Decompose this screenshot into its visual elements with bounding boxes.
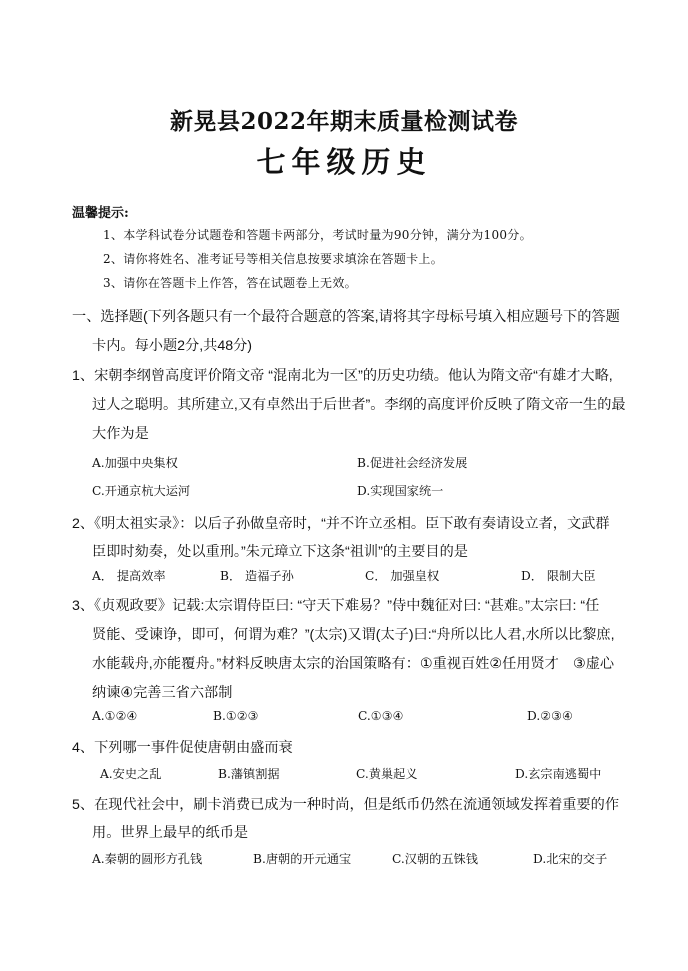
question-2-option-d[interactable]: D． 限制大臣	[521, 569, 596, 583]
exam-subtitle: 七年级历史	[256, 145, 432, 179]
question-4-option-a[interactable]: A.安史之乱	[100, 767, 162, 781]
question-5-line: 用。世界上最早的纸币是	[92, 825, 249, 841]
question-3-option-c[interactable]: C.①③④	[358, 709, 404, 723]
question-3-line: 水能载舟,亦能覆舟。”材料反映唐太宗的治国策略有：①重视百姓②任用贤才 ③虚心	[92, 656, 615, 672]
question-3-option-a[interactable]: A.①②④	[92, 709, 138, 723]
question-4-option-d[interactable]: D.玄宗南逃蜀中	[515, 767, 602, 781]
question-1-option-c[interactable]: C.开通京杭大运河	[92, 484, 191, 498]
question-4-line: 4、下列哪一事件促使唐朝由盛而衰	[72, 740, 293, 756]
question-2-line: 2、《明太祖实录》：以后子孙做皇帝时，“并不许立丞相。臣下敢有奏请设立者，文武群	[72, 516, 610, 532]
question-2-option-c[interactable]: C． 加强皇权	[365, 569, 440, 583]
question-3-line: 贤能、受谏诤，即可，何谓为难？”(太宗)又谓(太子)曰:“舟所以比人君,水所以比黎庶,	[92, 627, 615, 643]
tips-label: 温馨提示:	[72, 206, 129, 221]
question-2-line: 臣即时劾奏，处以重刑。”朱元璋立下这条“祖训”的主要目的是	[92, 544, 468, 560]
question-3-line: 纳谏④完善三省六部制	[92, 685, 233, 701]
question-2-option-a[interactable]: A． 提高效率	[92, 569, 166, 583]
question-1-line: 大作为是	[92, 426, 149, 442]
question-3-option-d[interactable]: D.②③④	[527, 709, 573, 723]
tip-item: 2、请你将姓名、准考证号等相关信息按要求填涂在答题卡上。	[103, 252, 444, 266]
question-5-line: 5、在现代社会中，刷卡消费已成为一种时尚，但是纸币仍然在流通领域发挥着重要的作	[72, 797, 620, 813]
question-5-option-c[interactable]: C.汉朝的五铢钱	[392, 852, 478, 866]
section-heading-cont: 卡内。每小题2分,共48分)	[92, 338, 253, 354]
question-2-option-b[interactable]: B． 造福子孙	[220, 569, 294, 583]
question-4-option-b[interactable]: B.藩镇割据	[218, 767, 280, 781]
question-5-option-a[interactable]: A.秦朝的圆形方孔钱	[92, 852, 203, 866]
tip-item: 3、请你在答题卡上作答，答在试题卷上无效。	[103, 276, 357, 290]
question-4-option-c[interactable]: C.黄巢起义	[356, 767, 418, 781]
section-heading: 一、选择题(下列各题只有一个最符合题意的答案,请将其字母标号填入相应题号下的答题	[72, 309, 620, 325]
question-1-option-b[interactable]: B.促进社会经济发展	[357, 456, 468, 470]
question-1-line: 1、宋朝李纲曾高度评价隋文帝 “混南北为一区”的历史功绩。他认为隋文帝“有雄才大略,	[72, 368, 613, 384]
exam-title: 新晃县2022年期末质量检测试卷	[169, 108, 518, 135]
question-1-option-d[interactable]: D.实现国家统一	[357, 484, 444, 498]
question-3-option-b[interactable]: B.①②③	[213, 709, 259, 723]
question-5-option-b[interactable]: B.唐朝的开元通宝	[253, 852, 352, 866]
question-5-option-d[interactable]: D.北宋的交子	[533, 852, 608, 866]
question-1-option-a[interactable]: A.加强中央集权	[92, 456, 178, 470]
tip-item: 1、本学科试卷分试题卷和答题卡两部分，考试时量为90分钟，满分为100分。	[103, 228, 532, 242]
question-3-line: 3、《贞观政要》记载:太宗谓侍臣曰: “守天下难易？”侍中魏征对曰: “甚难。”太宗曰: “任	[72, 598, 600, 614]
question-1-line: 过人之聪明。其所建立,又有卓然出于后世者”。李纲的高度评价反映了隋文帝一生的最	[92, 397, 626, 413]
